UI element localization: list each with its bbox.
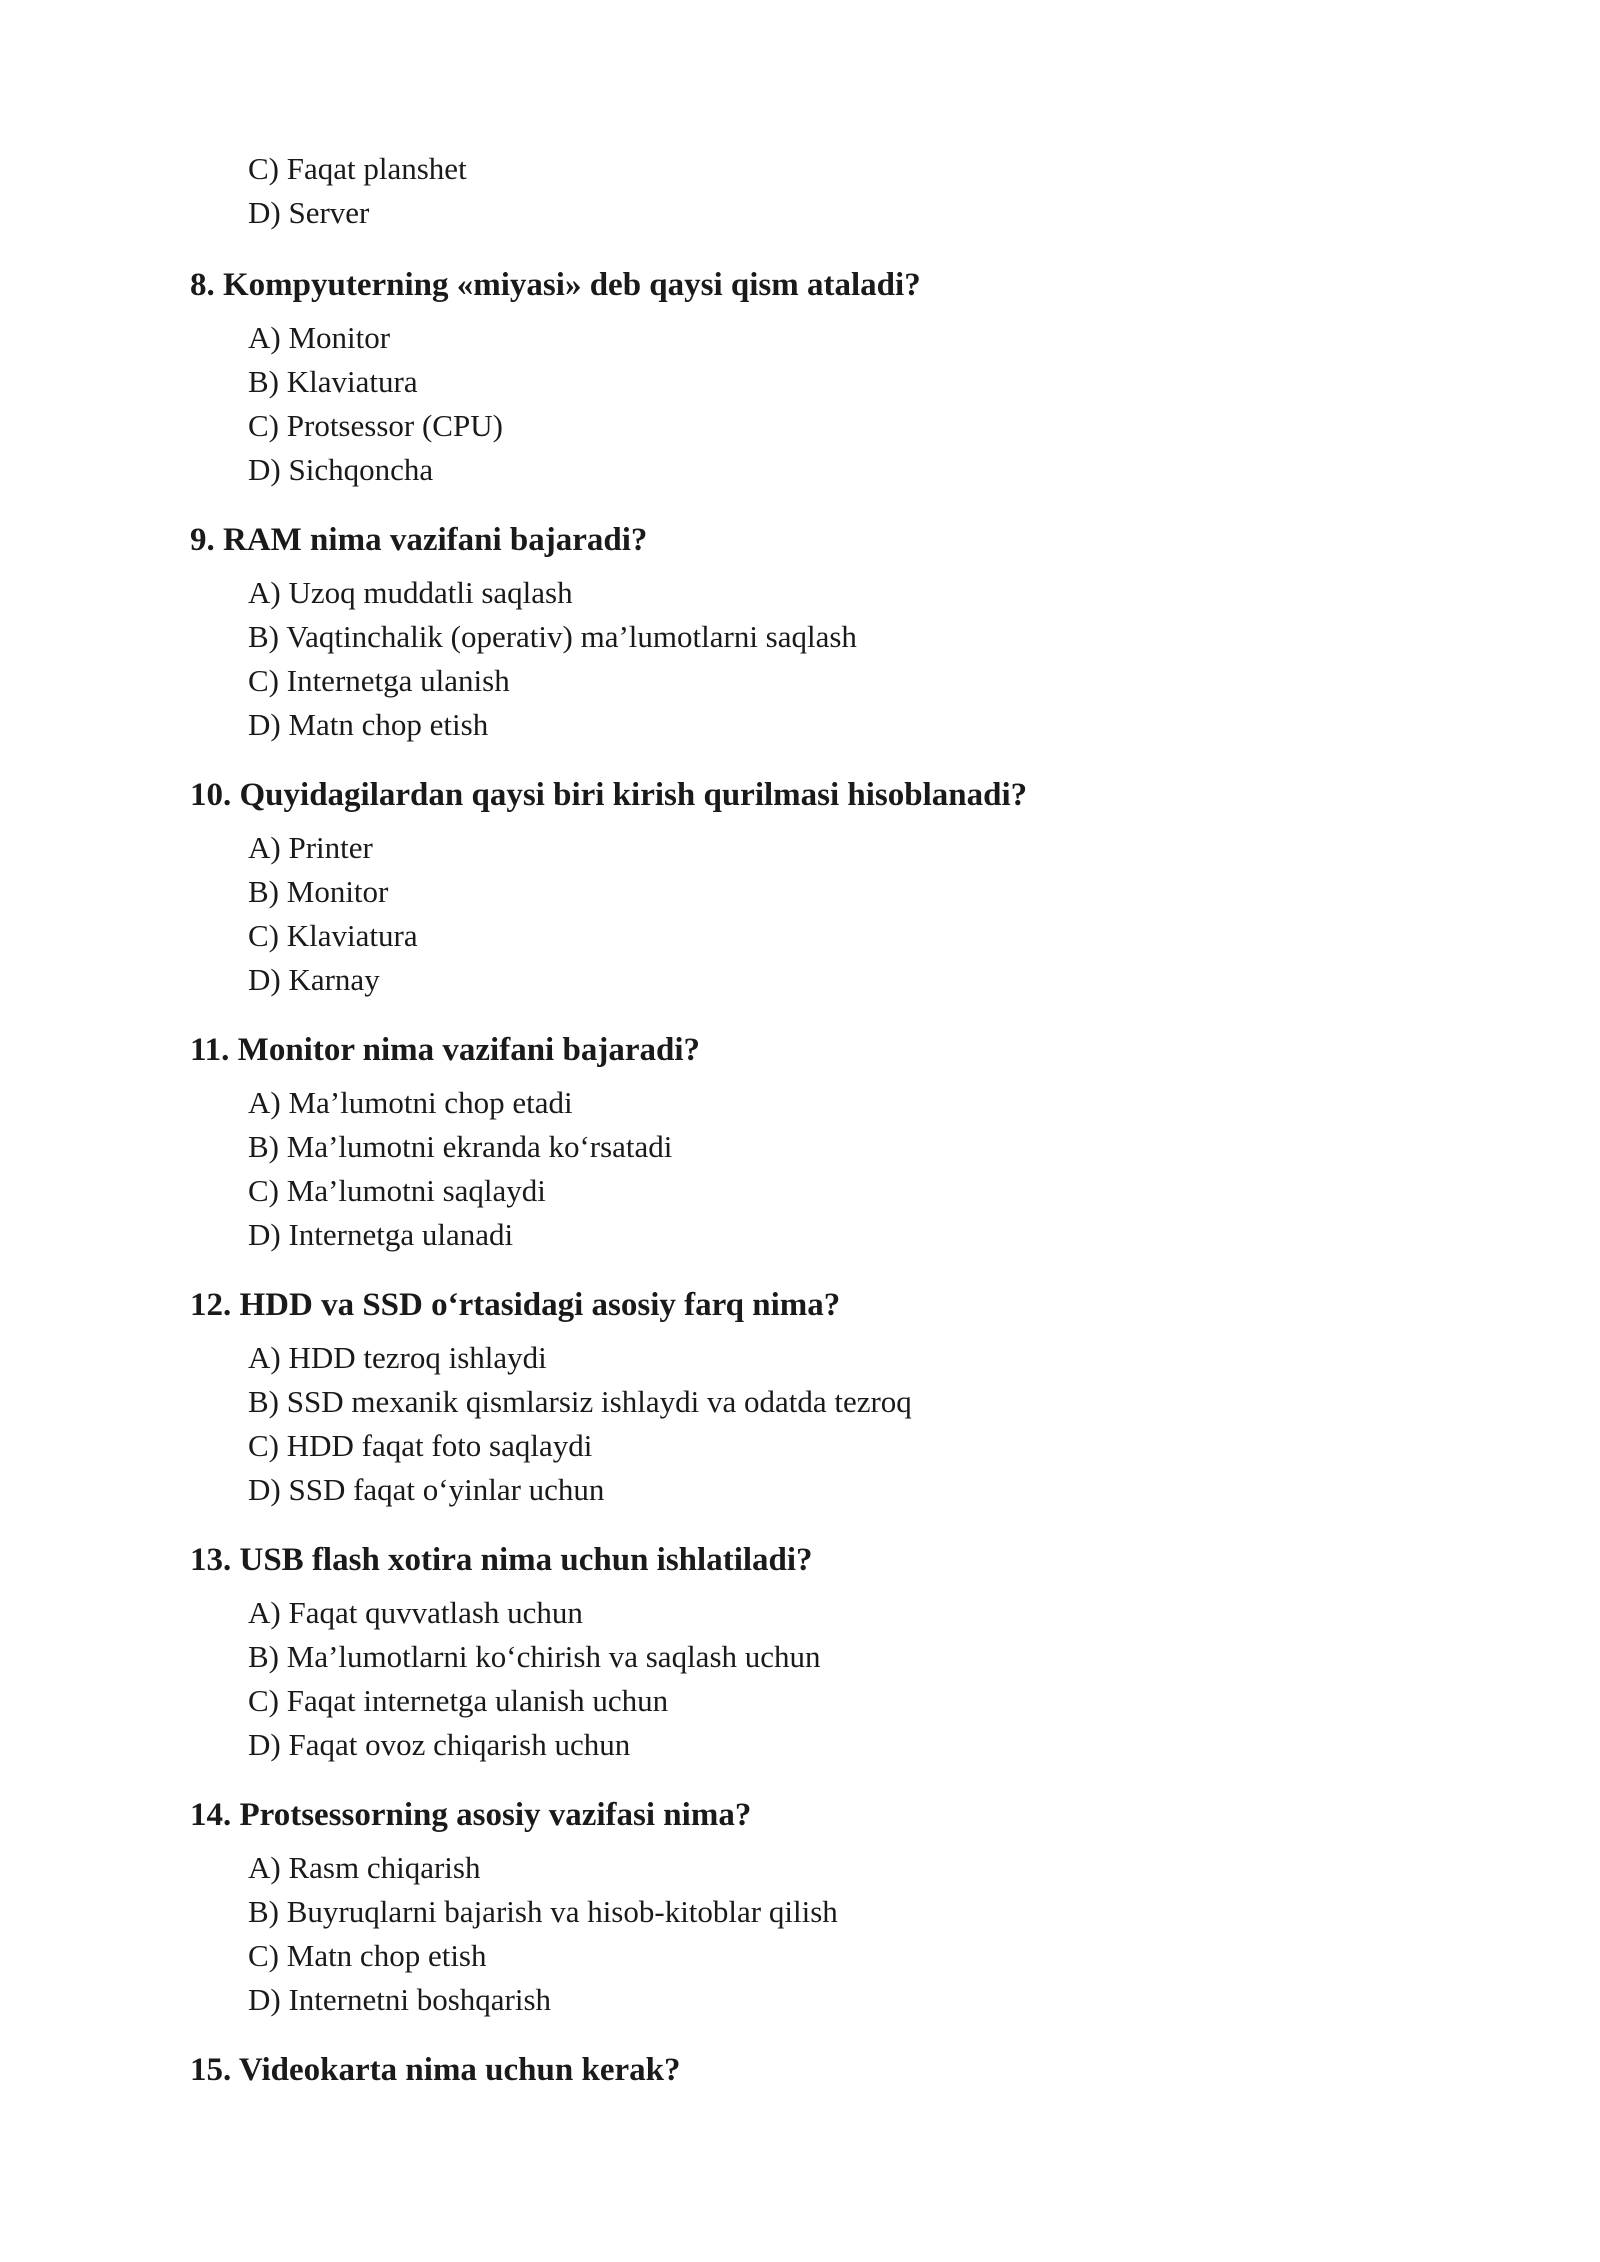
question-title: 8. Kompyuterning «miyasi» deb qaysi qism ataladi? <box>190 267 921 303</box>
question-options <box>248 1081 700 1257</box>
question-9 <box>190 517 857 747</box>
continuation-options <box>248 147 467 235</box>
option-c: C) HDD faqat foto saqlaydi <box>248 1428 593 1463</box>
option-d: D) Matn chop etish <box>248 707 489 742</box>
option-d: D) SSD faqat o‘yinlar uchun <box>248 1472 605 1507</box>
option-c: C) Faqat internetga ulanish uchun <box>248 1683 669 1718</box>
option-a: A) Faqat quvvatlash uchun <box>248 1595 583 1630</box>
option-b: B) Ma’lumotni ekranda ko‘rsatadi <box>248 1129 673 1164</box>
option-a: A) HDD tezroq ishlaydi <box>248 1340 547 1375</box>
question-options <box>248 1591 821 1767</box>
question-title: 14. Protsessorning asosiy vazifasi nima? <box>190 1797 752 1833</box>
option-c: C) Faqat planshet <box>248 151 467 186</box>
option-c: C) Protsessor (CPU) <box>248 408 503 443</box>
option-b: B) Ma’lumotlarni ko‘chirish va saqlash uchun <box>248 1639 821 1674</box>
option-a: A) Ma’lumotni chop etadi <box>248 1085 573 1120</box>
question-title: 12. HDD va SSD o‘rtasidagi asosiy farq nima? <box>190 1287 841 1323</box>
option-b: B) Buyruqlarni bajarish va hisob-kitoblar qilish <box>248 1894 838 1929</box>
question-14 <box>190 1792 838 2022</box>
option-d: D) Faqat ovoz chiqarish uchun <box>248 1727 631 1762</box>
option-c: C) Ma’lumotni saqlaydi <box>248 1173 546 1208</box>
option-b: B) Klaviatura <box>248 364 418 399</box>
option-d: D) Sichqoncha <box>248 452 434 487</box>
option-b: B) Vaqtinchalik (operativ) ma’lumotlarni saqlash <box>248 619 857 654</box>
question-15 <box>190 2047 681 2093</box>
option-b: B) Monitor <box>248 874 389 909</box>
question-options <box>248 1846 838 2022</box>
option-c: C) Internetga ulanish <box>248 663 510 698</box>
option-a: A) Uzoq muddatli saqlash <box>248 575 573 610</box>
option-d: D) Internetga ulanadi <box>248 1217 514 1252</box>
option-c: C) Klaviatura <box>248 918 418 953</box>
option-d: D) Internetni boshqarish <box>248 1982 552 2017</box>
question-title: 11. Monitor nima vazifani bajaradi? <box>190 1032 700 1068</box>
question-title: 15. Videokarta nima uchun kerak? <box>190 2052 681 2088</box>
question-11 <box>190 1027 700 1257</box>
option-a: A) Rasm chiqarish <box>248 1850 481 1885</box>
question-options <box>248 571 857 747</box>
question-title: 13. USB flash xotira nima uchun ishlatiladi? <box>190 1542 813 1578</box>
option-a: A) Monitor <box>248 320 391 355</box>
question-title: 9. RAM nima vazifani bajaradi? <box>190 522 648 558</box>
question-10 <box>190 772 1027 1002</box>
question-title: 10. Quyidagilardan qaysi biri kirish qurilmasi hisoblanadi? <box>190 777 1028 813</box>
question-options <box>248 1336 912 1512</box>
question-options <box>248 826 1027 1002</box>
question-8 <box>190 262 921 492</box>
option-b: B) SSD mexanik qismlarsiz ishlaydi va odatda tezroq <box>248 1384 912 1419</box>
question-12 <box>190 1282 912 1512</box>
question-options <box>248 316 921 492</box>
option-d: D) Server <box>248 195 370 230</box>
option-a: A) Printer <box>248 830 373 865</box>
question-13 <box>190 1537 821 1767</box>
option-c: C) Matn chop etish <box>248 1938 487 1973</box>
option-d: D) Karnay <box>248 962 380 997</box>
